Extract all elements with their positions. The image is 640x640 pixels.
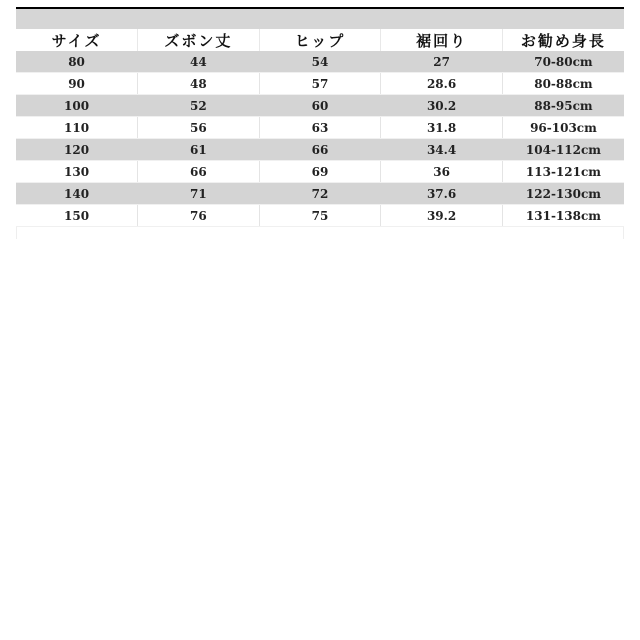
cell-hip: 57: [259, 73, 381, 95]
cell-hip: 66: [259, 139, 381, 161]
table-bottom-edge: [16, 227, 624, 239]
header-recommended-height: お勧め身長: [502, 29, 624, 51]
cell-hem: 36: [381, 161, 503, 183]
header-row: [16, 29, 624, 51]
header-size: サイズ: [16, 29, 138, 51]
cell-recommended-height: 70-80cm: [502, 51, 624, 73]
table-row: [16, 205, 624, 227]
cell-pants-length: 61: [138, 139, 260, 161]
cell-hem: 34.4: [381, 139, 503, 161]
cell-size: 110: [16, 117, 138, 139]
table-top-band: [16, 7, 624, 29]
cell-size: 130: [16, 161, 138, 183]
table-row: [16, 73, 624, 95]
table-row: [16, 51, 624, 73]
cell-hem: 31.8: [381, 117, 503, 139]
cell-hip: 60: [259, 95, 381, 117]
cell-hem: 27: [381, 51, 503, 73]
cell-recommended-height: 96-103cm: [502, 117, 624, 139]
cell-size: 150: [16, 205, 138, 227]
cell-size: 100: [16, 95, 138, 117]
cell-hip: 72: [259, 183, 381, 205]
cell-hip: 63: [259, 117, 381, 139]
cell-pants-length: 66: [138, 161, 260, 183]
cell-pants-length: 48: [138, 73, 260, 95]
cell-pants-length: 52: [138, 95, 260, 117]
cell-hem: 39.2: [381, 205, 503, 227]
cell-recommended-height: 88-95cm: [502, 95, 624, 117]
cell-recommended-height: 113-121cm: [502, 161, 624, 183]
table-row: [16, 117, 624, 139]
table-row: [16, 95, 624, 117]
header-hem: 裾回り: [381, 29, 503, 51]
cell-size: 120: [16, 139, 138, 161]
cell-pants-length: 56: [138, 117, 260, 139]
cell-hem: 37.6: [381, 183, 503, 205]
cell-hem: 30.2: [381, 95, 503, 117]
cell-hem: 28.6: [381, 73, 503, 95]
cell-recommended-height: 122-130cm: [502, 183, 624, 205]
size-table: [16, 29, 624, 227]
cell-hip: 75: [259, 205, 381, 227]
table-row: [16, 183, 624, 205]
cell-recommended-height: 104-112cm: [502, 139, 624, 161]
cell-size: 90: [16, 73, 138, 95]
size-chart: [16, 7, 624, 239]
cell-recommended-height: 80-88cm: [502, 73, 624, 95]
table-row: [16, 161, 624, 183]
cell-pants-length: 44: [138, 51, 260, 73]
cell-hip: 69: [259, 161, 381, 183]
cell-size: 140: [16, 183, 138, 205]
table-row: [16, 139, 624, 161]
header-pants-length: ズボン丈: [138, 29, 260, 51]
cell-size: 80: [16, 51, 138, 73]
cell-recommended-height: 131-138cm: [502, 205, 624, 227]
cell-pants-length: 71: [138, 183, 260, 205]
header-hip: ヒップ: [259, 29, 381, 51]
cell-pants-length: 76: [138, 205, 260, 227]
cell-hip: 54: [259, 51, 381, 73]
